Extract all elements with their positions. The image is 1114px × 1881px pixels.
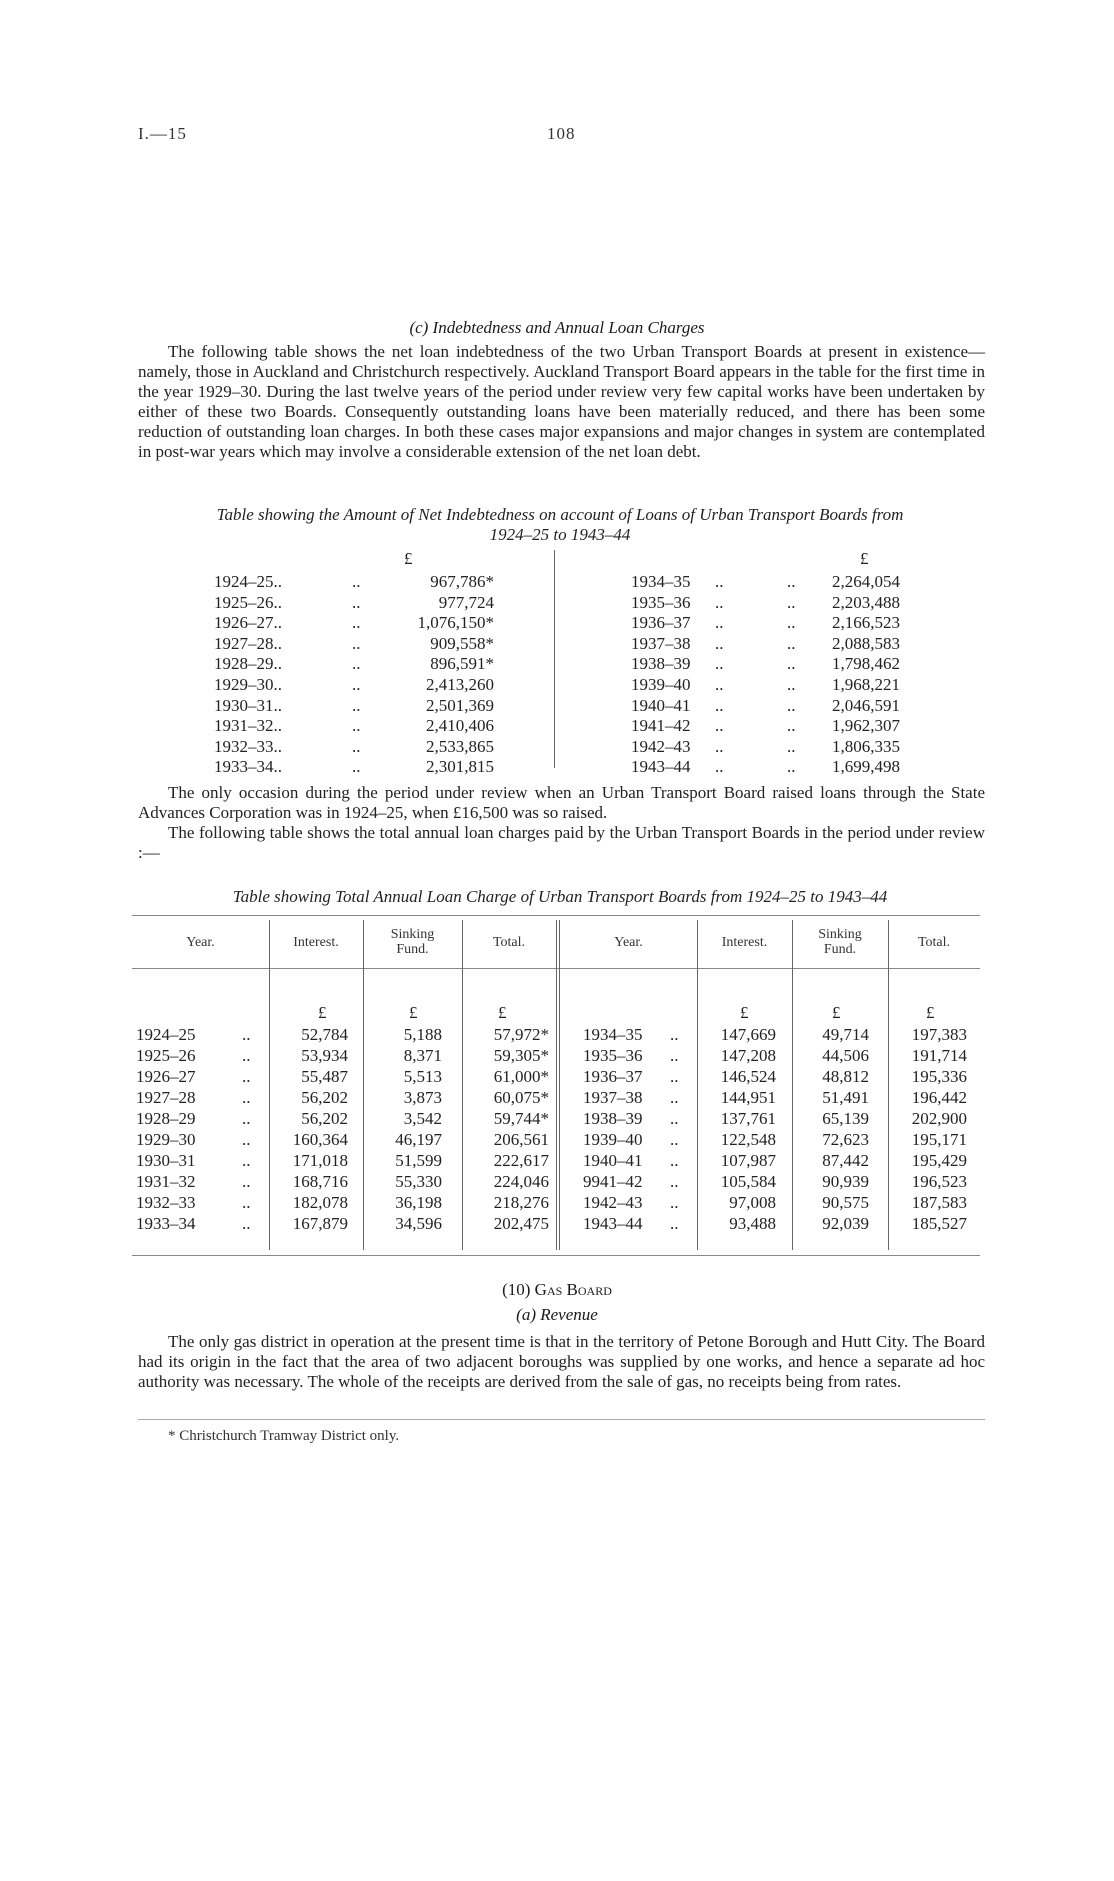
year-left: 1930–31 [136, 1151, 196, 1170]
table1-year: 1942–43 [631, 736, 691, 756]
table1-value: 2,203,488 [832, 592, 900, 612]
total-right: 187,583 [911, 1193, 967, 1212]
interest-left: 53,934 [301, 1046, 348, 1065]
table2-currency-sinking-left: £ [409, 1003, 418, 1022]
table1-value: 967,786* [430, 572, 494, 591]
table2-row [0, 1172, 1114, 1193]
section-c-paragraph-text: The following table shows the net loan indebtedness of the two Urban Transport Boards at present in existence—namely, those in Auckland and Christchurch respectively. Auckland Transport Board appears in the table for the first time in the year 1929–30. During the last twelve years of the period under review very few capital works have been undertaken by either of these two Boards. Consequently outstanding loans have been materially reduced, and there has been some reduction of outstanding loan charges. In both these cases major expansions and major changes in system are contemplated in post-war years which may involve a considerable extension of the net loan debt. [138, 342, 985, 461]
table2-currency-total-left: £ [498, 1003, 507, 1022]
table1-dots: .. [352, 654, 361, 674]
table1-year: 1926–27.. [214, 613, 282, 633]
table1-year: 1941–42 [631, 716, 691, 736]
year-left: 1927–28 [136, 1088, 196, 1107]
table1-year: 1928–29.. [214, 654, 282, 674]
table1-dots: .. [715, 572, 724, 591]
table1-row [555, 737, 1114, 758]
dots-right: .. [670, 1067, 679, 1086]
sinking-right: 48,812 [822, 1067, 869, 1086]
table2-header-interest-right: Interest. [721, 935, 768, 950]
table1-row [0, 675, 554, 696]
table1-dots: .. [352, 674, 361, 694]
total-left: 59,305* [493, 1046, 549, 1065]
table1-row [0, 593, 554, 614]
total-right: 202,900 [911, 1109, 967, 1128]
sinking-left: 51,599 [395, 1151, 442, 1170]
sinking-right: 90,939 [822, 1172, 869, 1191]
dots-left: .. [242, 1088, 251, 1107]
table1-row [0, 634, 554, 655]
table2-top-rule [132, 915, 980, 916]
total-right: 195,171 [911, 1130, 967, 1149]
table2-header-year-right: Year. [614, 935, 643, 950]
table1-dots: .. [715, 674, 724, 694]
footnote: * Christchurch Tramway District only. [168, 1428, 400, 1444]
gas-board-paragraph-text: The only gas district in operation at the present time is that in the territory of Petone Borough and Hutt City. The Board had its origin in the fact that the area of two adjacent boroughs was supplied by one works, and hence a separate ad hoc authority was necessary. The whole of the receipts are derived from the sale of gas, no receipts being from rates. [138, 1332, 985, 1391]
table1-year: 1937–38 [631, 633, 691, 653]
year-right: 1937–38 [583, 1088, 643, 1107]
table1-year: 1933–34.. [214, 757, 282, 777]
table2-row [0, 1151, 1114, 1172]
sinking-right: 49,714 [822, 1025, 869, 1044]
table2-bottom-rule [132, 1255, 980, 1256]
dots-right: .. [670, 1172, 679, 1191]
table1-value: 896,591* [430, 654, 494, 674]
dots-left: .. [242, 1130, 251, 1149]
total-left: 222,617 [493, 1151, 549, 1170]
year-right: 1935–36 [583, 1046, 643, 1065]
dots-right: .. [670, 1109, 679, 1128]
table1-dots: .. [352, 633, 361, 653]
table1-dots: .. [352, 592, 361, 612]
table2-header-year-left: Year. [186, 935, 215, 950]
table1-value: 2,413,260 [426, 674, 494, 694]
table2-row [0, 1214, 1114, 1235]
table1-year: 1924–25.. [214, 572, 282, 591]
table1-row [555, 757, 1114, 778]
table1-dots: .. [715, 592, 724, 612]
dots-right: .. [670, 1025, 679, 1044]
sinking-left: 3,542 [403, 1109, 442, 1128]
table1-row [0, 654, 554, 675]
table1-value: 1,968,221 [832, 674, 900, 694]
year-left: 1926–27 [136, 1067, 196, 1086]
table1-right-column [555, 572, 1114, 778]
year-left: 1929–30 [136, 1130, 196, 1149]
table1-year: 1930–31.. [214, 695, 282, 715]
loan-charges-intro-paragraph: The following table shows the total annual loan charges paid by the Urban Transport Boards in the period under review :— [138, 823, 985, 862]
table1-year: 1936–37 [631, 613, 691, 633]
total-right: 191,714 [911, 1046, 967, 1065]
table1-dots: .. [352, 695, 361, 715]
table2-rows [0, 1025, 1114, 1235]
year-right: 1940–41 [583, 1151, 643, 1170]
dots-right: .. [670, 1046, 679, 1065]
table1-dots: .. [352, 716, 361, 736]
table1-value: 2,046,591 [832, 695, 900, 715]
interest-left: 55,487 [301, 1067, 348, 1086]
interest-right: 147,669 [720, 1025, 776, 1044]
table2-currency-sinking-right: £ [832, 1003, 841, 1022]
table1-dots: .. [715, 633, 724, 653]
total-right: 196,442 [911, 1088, 967, 1107]
table1-caption [120, 505, 1000, 545]
year-right: 1939–40 [583, 1130, 643, 1149]
table1-row [555, 716, 1114, 737]
total-right: 197,383 [911, 1025, 967, 1044]
interest-right: 146,524 [720, 1067, 776, 1086]
dots-left: .. [242, 1193, 251, 1212]
total-left: 59,744* [493, 1109, 549, 1128]
total-right: 195,336 [911, 1067, 967, 1086]
table2-header-sinking-left [363, 927, 462, 957]
table1-value: 2,410,406 [426, 716, 494, 736]
sinking-right: 65,139 [822, 1109, 869, 1128]
sinking-line2: Fund. [396, 942, 429, 957]
footnote-rule [138, 1419, 985, 1420]
sinking-left: 3,873 [403, 1088, 442, 1107]
interest-left: 52,784 [301, 1025, 348, 1044]
table1-value: 2,264,054 [832, 572, 900, 591]
total-right: 195,429 [911, 1151, 967, 1170]
interest-right: 93,488 [729, 1214, 776, 1233]
table1-dots: .. [715, 736, 724, 756]
sinking-right: 92,039 [822, 1214, 869, 1233]
total-left: 202,475 [493, 1214, 549, 1233]
total-right: 196,523 [911, 1172, 967, 1191]
table1-dots: .. [352, 757, 361, 777]
table2-currency-interest-left: £ [318, 1003, 327, 1022]
table1-dots: .. [715, 716, 724, 736]
interest-right: 137,761 [720, 1109, 776, 1128]
table1-caption-line1: Table showing the Amount of Net Indebtedness on account of Loans of Urban Transport Boards from [216, 505, 904, 524]
table1-dots: .. [787, 613, 796, 633]
interest-left: 168,716 [292, 1172, 348, 1191]
table1-dots: .. [715, 613, 724, 633]
interest-left: 171,018 [292, 1151, 348, 1170]
interest-right: 122,548 [720, 1130, 776, 1149]
page-number: 108 [547, 124, 576, 143]
table1-row [555, 696, 1114, 717]
table1-value: 1,798,462 [832, 654, 900, 674]
table1-left-column [0, 572, 554, 778]
total-left: 57,972* [493, 1025, 549, 1044]
table1-row [0, 716, 554, 737]
total-left: 206,561 [493, 1130, 549, 1149]
table2-currency-interest-right: £ [740, 1003, 749, 1022]
table1-dots: .. [787, 757, 796, 777]
year-left: 1925–26 [136, 1046, 196, 1065]
table1-row [555, 675, 1114, 696]
sinking-left: 34,596 [395, 1214, 442, 1233]
dots-right: .. [670, 1088, 679, 1107]
table1-value: 2,301,815 [426, 757, 494, 777]
total-left: 224,046 [493, 1172, 549, 1191]
table1-row [555, 634, 1114, 655]
table1-dots: .. [787, 674, 796, 694]
table1-caption-line2: 1924–25 to 1943–44 [489, 525, 631, 544]
table1-dots: .. [787, 716, 796, 736]
table1-value: 1,962,307 [832, 716, 900, 736]
table2 [0, 915, 1114, 1255]
table1-row [0, 696, 554, 717]
section-c-heading: (c) Indebtedness and Annual Loan Charges [409, 318, 705, 337]
dots-left: .. [242, 1109, 251, 1128]
table1-dots: .. [787, 695, 796, 715]
section-10-title: Gas Board [534, 1280, 612, 1299]
table1-value: 2,166,523 [832, 613, 900, 633]
total-right: 185,527 [911, 1214, 967, 1233]
interest-right: 107,987 [720, 1151, 776, 1170]
table1-row [0, 757, 554, 778]
interest-right: 147,208 [720, 1046, 776, 1065]
table1-dots: .. [715, 654, 724, 674]
sinking-left: 5,513 [403, 1067, 442, 1086]
dots-left: .. [242, 1046, 251, 1065]
section-10-heading [0, 1280, 1114, 1300]
table2-header-total-left: Total. [492, 935, 526, 950]
dots-left: .. [242, 1151, 251, 1170]
table1-dots: .. [352, 613, 361, 633]
table1-value: 909,558* [430, 633, 494, 653]
sinking-right: 72,623 [822, 1130, 869, 1149]
table1-year: 1939–40 [631, 674, 691, 694]
table1-left-currency: £ [404, 549, 413, 568]
table1-dots: .. [787, 736, 796, 756]
sinking-right: 51,491 [822, 1088, 869, 1107]
table1-year: 1925–26.. [214, 592, 282, 612]
table2-caption: Table showing Total Annual Loan Charge of Urban Transport Boards from 1924–25 to 1943–44 [232, 887, 888, 906]
table2-row [0, 1088, 1114, 1109]
table1-row [0, 572, 554, 593]
year-right: 1938–39 [583, 1109, 643, 1128]
section-10-number: (10) [502, 1280, 531, 1299]
dots-right: .. [670, 1214, 679, 1233]
year-left: 1932–33 [136, 1193, 196, 1212]
year-left: 1933–34 [136, 1214, 196, 1233]
table1-row [0, 613, 554, 634]
table1-year: 1931–32.. [214, 716, 282, 736]
sinking-right: 90,575 [822, 1193, 869, 1212]
table2-header-total-right: Total. [917, 935, 951, 950]
table1-dots: .. [715, 757, 724, 777]
year-right: 1934–35 [583, 1025, 643, 1044]
table1-dots: .. [352, 736, 361, 756]
table1-row [0, 737, 554, 758]
table1-row [555, 613, 1114, 634]
table2-header-sinking-right [792, 927, 888, 957]
table1-value: 977,724 [438, 592, 494, 612]
total-left: 60,075* [493, 1088, 549, 1107]
table1-dots: .. [787, 572, 796, 591]
sinking-line2-right: Fund. [823, 942, 857, 957]
sinking-left: 55,330 [395, 1172, 442, 1191]
table2-row [0, 1067, 1114, 1088]
interest-left: 56,202 [301, 1109, 348, 1128]
interest-right: 144,951 [720, 1088, 776, 1107]
dots-left: .. [242, 1214, 251, 1233]
dots-right: .. [670, 1130, 679, 1149]
document-reference: I.—15 [138, 124, 187, 143]
table1-dots: .. [787, 654, 796, 674]
interest-right: 105,584 [720, 1172, 776, 1191]
table1-year: 1935–36 [631, 592, 691, 612]
table1-dots: .. [715, 695, 724, 715]
interest-left: 182,078 [292, 1193, 348, 1212]
year-left: 1931–32 [136, 1172, 196, 1191]
interest-right: 97,008 [729, 1193, 776, 1212]
table1-value: 2,088,583 [832, 633, 900, 653]
interest-left: 167,879 [292, 1214, 348, 1233]
table1-value: 2,533,865 [426, 736, 494, 756]
sinking-left: 46,197 [395, 1130, 442, 1149]
table1-year: 1929–30.. [214, 674, 282, 694]
table1-dots: .. [787, 633, 796, 653]
state-advances-paragraph: The only occasion during the period under review when an Urban Transport Board raised loans through the State Advances Corporation was in 1924–25, when £16,500 was so raised. [138, 783, 985, 822]
dots-left: .. [242, 1172, 251, 1191]
section-c-paragraph [138, 342, 985, 462]
sinking-right: 44,506 [822, 1046, 869, 1065]
sinking-line1: Sinking [390, 927, 435, 942]
table1-row [555, 593, 1114, 614]
table1-year: 1934–35 [631, 572, 691, 591]
table1-dots: .. [787, 592, 796, 612]
year-right: 1943–44 [583, 1214, 643, 1233]
table1-value: 2,501,369 [426, 695, 494, 715]
table1-year: 1927–28.. [214, 633, 282, 653]
table1-row [555, 654, 1114, 675]
year-right: 1942–43 [583, 1193, 643, 1212]
dots-left: .. [242, 1067, 251, 1086]
dots-left: .. [242, 1025, 251, 1044]
dots-right: .. [670, 1151, 679, 1170]
table1-row [555, 572, 1114, 593]
table1-value: 1,806,335 [832, 736, 900, 756]
table2-header-interest-left: Interest. [293, 935, 339, 950]
sinking-line1-right: Sinking [818, 927, 862, 942]
year-left: 1928–29 [136, 1109, 196, 1128]
gas-board-paragraph [138, 1332, 985, 1392]
dots-right: .. [670, 1193, 679, 1212]
year-left: 1924–25 [136, 1025, 196, 1044]
table2-row [0, 1109, 1114, 1130]
total-left: 61,000* [493, 1067, 549, 1086]
table2-row [0, 1193, 1114, 1214]
table1-value: 1,076,150* [417, 613, 494, 633]
sinking-left: 36,198 [395, 1193, 442, 1212]
interest-left: 56,202 [301, 1088, 348, 1107]
table2-row [0, 1025, 1114, 1046]
table2-row [0, 1130, 1114, 1151]
table2-row [0, 1046, 1114, 1067]
table1-right-currency: £ [860, 549, 869, 568]
table1 [0, 550, 1114, 790]
table1-year: 1940–41 [631, 695, 691, 715]
total-left: 218,276 [493, 1193, 549, 1212]
table1-year: 1943–44 [631, 757, 691, 777]
year-right: 1936–37 [583, 1067, 643, 1086]
table1-value: 1,699,498 [832, 757, 900, 777]
sinking-right: 87,442 [822, 1151, 869, 1170]
revenue-subheading: (a) Revenue [516, 1305, 598, 1324]
sinking-left: 8,371 [403, 1046, 442, 1065]
table2-currency-total-right: £ [926, 1003, 935, 1022]
year-right: 9941–42 [583, 1172, 643, 1191]
table1-year: 1938–39 [631, 654, 691, 674]
sinking-left: 5,188 [403, 1025, 442, 1044]
table1-dots: .. [352, 572, 361, 591]
interest-left: 160,364 [292, 1130, 348, 1149]
loans-paragraphs [138, 783, 985, 863]
table1-year: 1932–33.. [214, 736, 282, 756]
